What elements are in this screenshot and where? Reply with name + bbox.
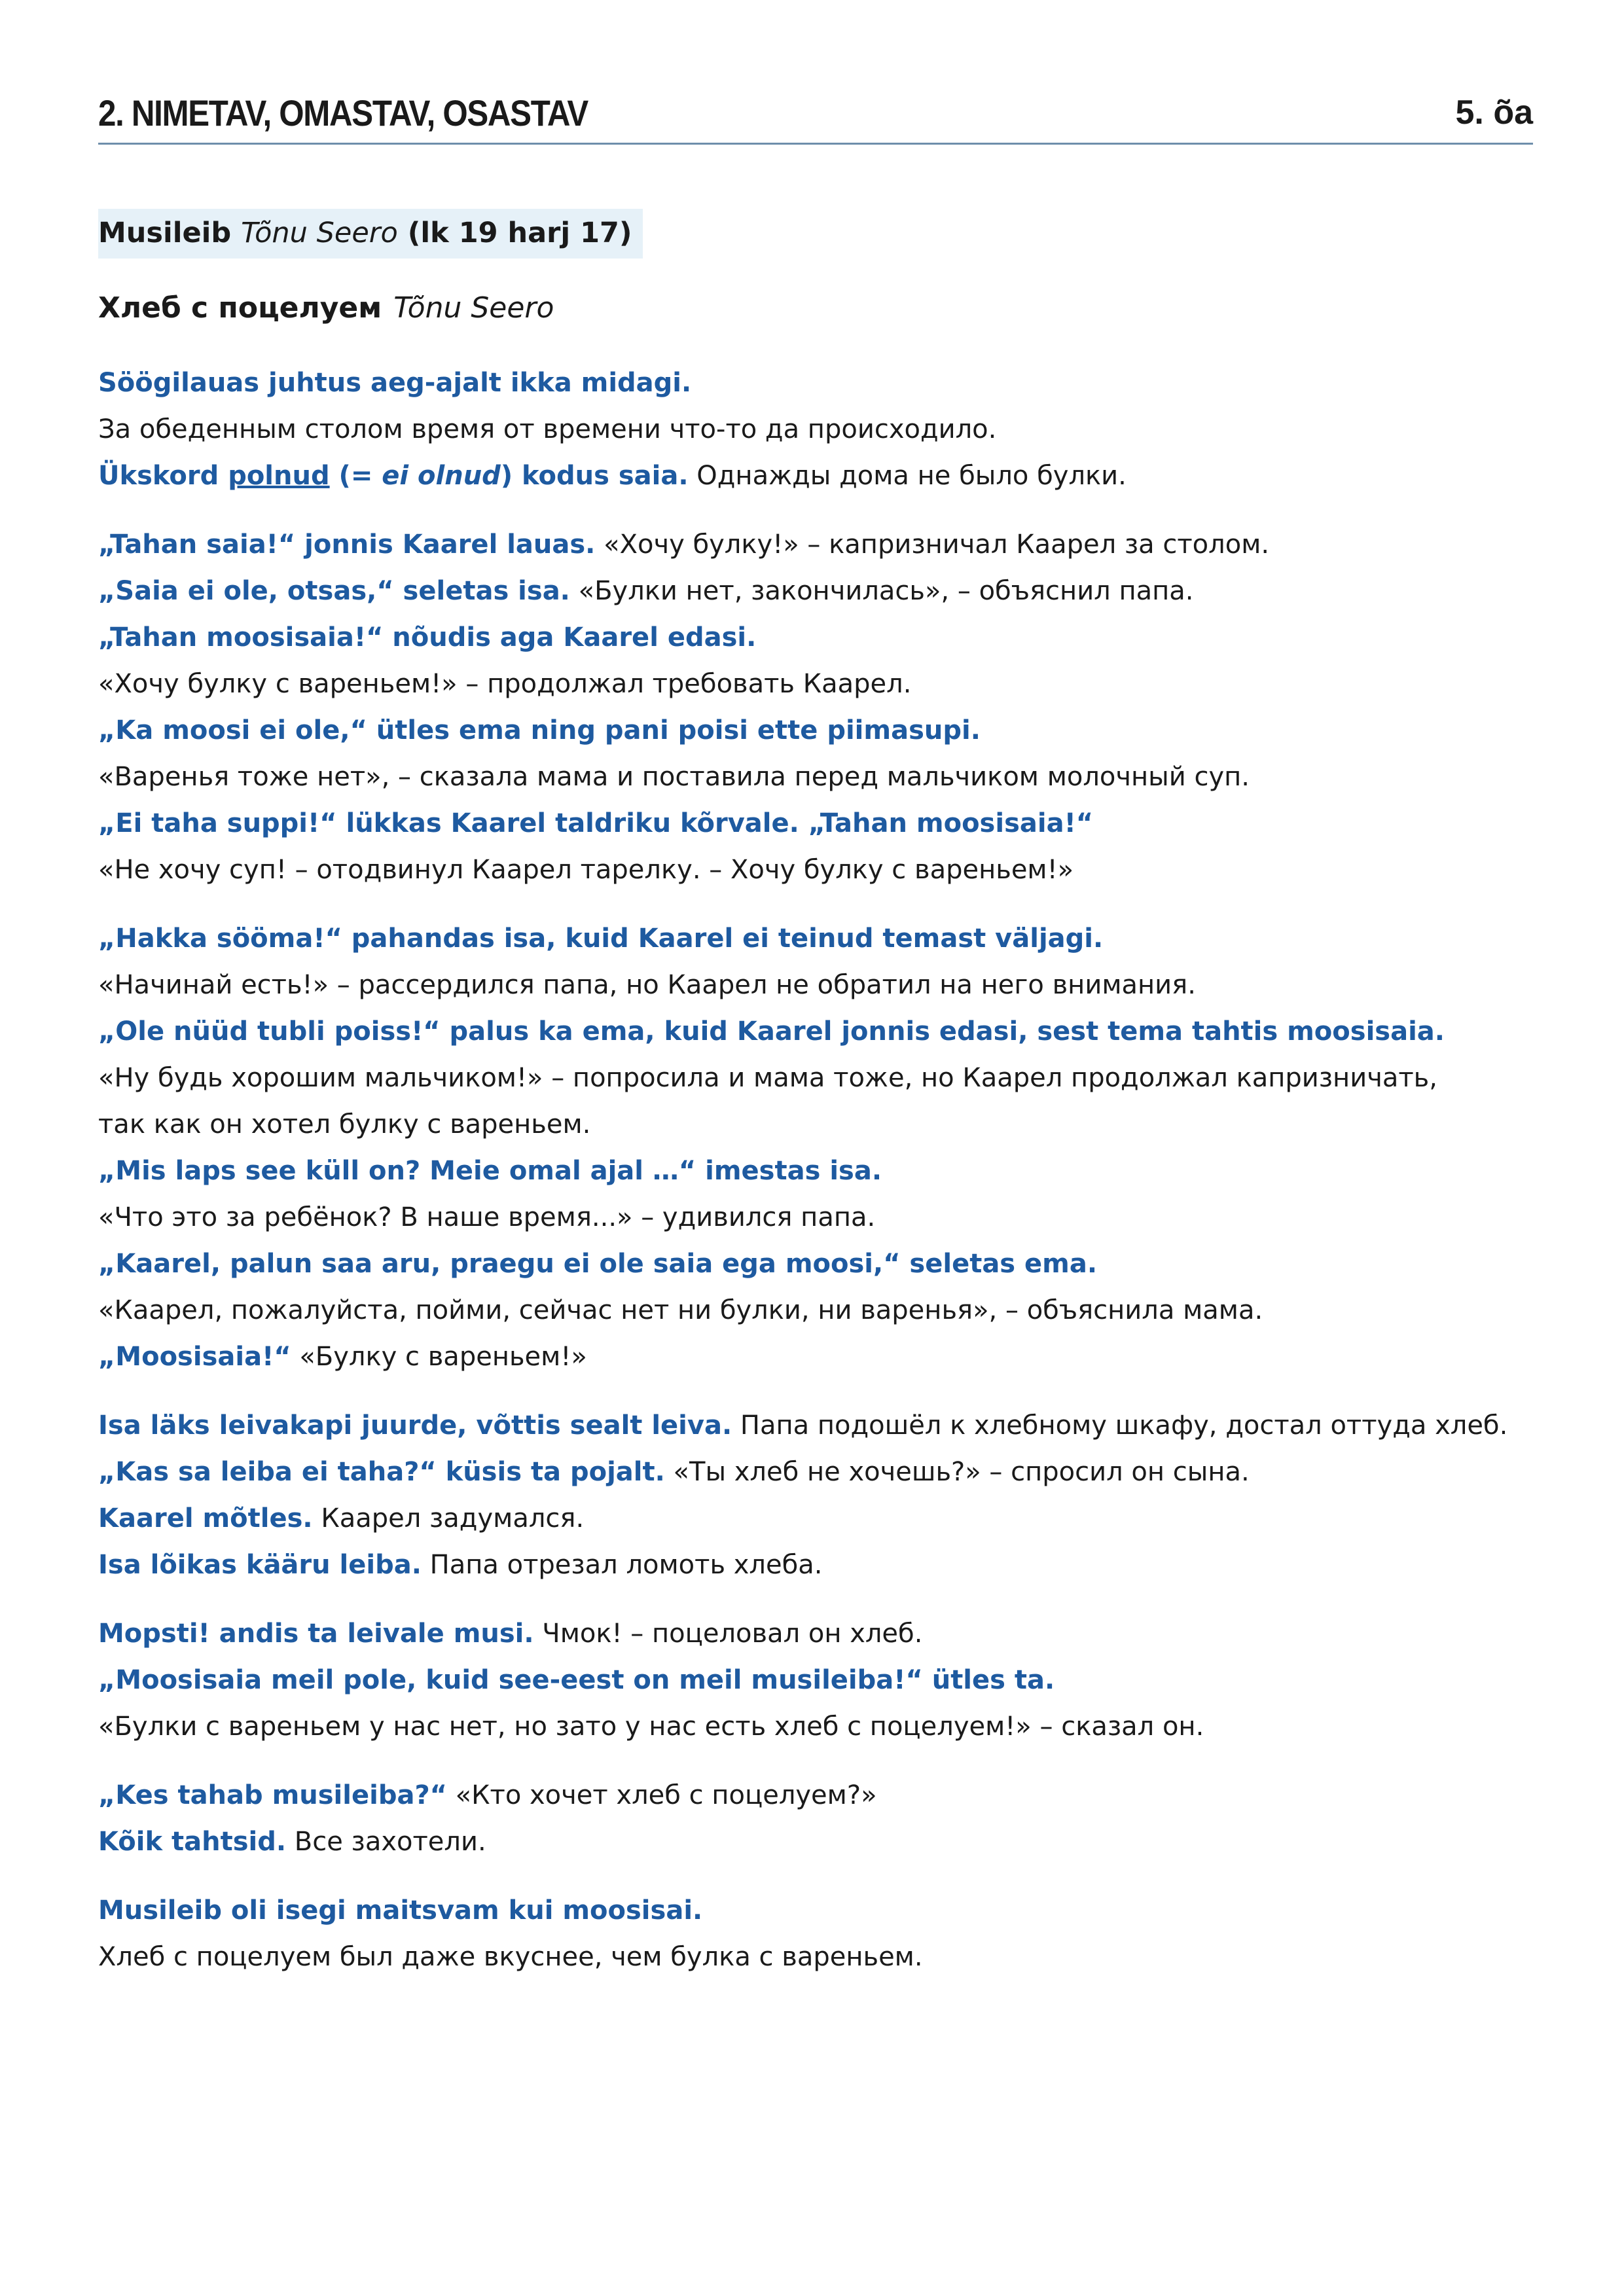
story-text [98, 360, 1533, 1981]
estonian-text: Mopsti! andis ta leivale musi. [98, 1619, 534, 1649]
estonian-text: Kõik tahtsid. [98, 1827, 287, 1857]
line-mixed [98, 1496, 1533, 1542]
exercise-reference: (lk 19 harj 17) [407, 217, 632, 249]
story-author: Tõnu Seero [241, 217, 398, 249]
grade-label: 5. õa [1455, 94, 1533, 132]
chapter-title: 2. NIMETAV, OMASTAV, OSASTAV [98, 92, 588, 134]
estonian-text: „Kas sa leiba ei taha?“ küsis ta pojalt. [98, 1457, 665, 1487]
russian-text: «Булку с вареньем!» [291, 1342, 587, 1372]
line-mixed [98, 453, 1533, 499]
line-estonian: Musileib oli isegi maitsvam kui moosisai. [98, 1895, 703, 1926]
paragraph-4 [98, 1403, 1533, 1588]
line-estonian: „Hakka sööma!“ pahandas isa, kuid Kaarel ei teinud temast väljagi. [98, 924, 1104, 954]
source-reference-box [98, 209, 643, 259]
russian-text: Чмок! – поцеловал он хлеб. [533, 1619, 923, 1649]
line-estonian: „Ka moosi ei ole,“ ütles ema ning pani poisi ette piimasupi. [98, 715, 981, 745]
line-estonian: Söögilauas juhtus aeg-ajalt ikka midagi. [98, 368, 692, 398]
estonian-text: „Kes tahab musileiba?“ [98, 1780, 447, 1810]
estonian-text: Ükskord [98, 461, 228, 491]
line-russian: «Что это за ребёнок? В наше время...» – удивился папа. [98, 1202, 876, 1232]
paragraph-2 [98, 522, 1533, 893]
line-mixed [98, 1772, 1533, 1819]
estonian-text: „Moosisaia!“ [98, 1342, 291, 1372]
line-mixed [98, 1611, 1533, 1657]
line-estonian: „Tahan moosisaia!“ nõudis aga Kaarel edasi. [98, 622, 757, 653]
paragraph-5 [98, 1611, 1533, 1750]
line-russian: «Хочу булку с вареньем!» – продолжал требовать Каарел. [98, 669, 912, 699]
line-mixed [98, 1403, 1533, 1449]
estonian-text: (= [329, 461, 382, 491]
russian-text: «Кто хочет хлеб с поцелуем?» [446, 1780, 877, 1810]
page-header [98, 85, 1533, 145]
line-mixed [98, 1334, 1533, 1380]
russian-text: «Булки нет, закончилась», – объяснил папа. [569, 576, 1194, 606]
russian-title-author: Tõnu Seero [393, 291, 554, 325]
story-title: Musileib [98, 217, 232, 249]
russian-title [98, 291, 1533, 325]
line-estonian: „Ei taha suppi!“ lükkas Kaarel taldriku kõrvale. „Tahan moosisaia!“ [98, 808, 1094, 838]
estonian-text: Isa lõikas kääru leiba. [98, 1550, 422, 1580]
line-estonian: „Ole nüüd tubli poiss!“ palus ka ema, kuid Kaarel jonnis edasi, sest tema tahtis moosisaia. [98, 1016, 1445, 1047]
russian-text: «Хочу булку!» – капризничал Каарел за столом. [595, 529, 1270, 560]
line-russian: «Варенья тоже нет», – сказала мама и поставила перед мальчиком молочный суп. [98, 762, 1250, 792]
line-russian: «Каарел, пожалуйста, пойми, сейчас нет ни булки, ни варенья», – объяснила мама. [98, 1295, 1263, 1325]
paragraph-6 [98, 1772, 1533, 1865]
estonian-text: ) kodus saia. [500, 461, 689, 491]
line-russian: так как он хотел булку с вареньем. [98, 1109, 591, 1139]
russian-text: Однажды дома не было булки. [688, 461, 1127, 491]
russian-text: «Ты хлеб не хочешь?» – спросил он сына. [664, 1457, 1250, 1487]
line-mixed [98, 568, 1533, 615]
line-russian: За обеденным столом время от времени что-то да происходило. [98, 414, 997, 444]
paragraph-3 [98, 916, 1533, 1380]
estonian-italic-gloss: ei olnud [382, 461, 501, 491]
line-russian: Хлеб с поцелуем был даже вкуснее, чем булка с вареньем. [98, 1942, 923, 1972]
russian-text: Каарел задумался. [312, 1503, 585, 1534]
line-mixed [98, 1449, 1533, 1496]
line-estonian: „Mis laps see küll on? Meie omal ajal …“ imestas isa. [98, 1156, 882, 1186]
estonian-text: Isa läks leivakapi juurde, võttis sealt leiva. [98, 1410, 732, 1441]
page [98, 85, 1533, 2003]
russian-title-text: Хлеб с поцелуем [98, 291, 382, 325]
estonian-text: Kaarel mõtles. [98, 1503, 313, 1534]
estonian-underlined-word: polnud [228, 461, 330, 491]
paragraph-7 [98, 1888, 1533, 1981]
line-russian: «Булки с вареньем у нас нет, но зато у нас есть хлеб с поцелуем!» – сказал он. [98, 1712, 1204, 1742]
line-mixed [98, 522, 1533, 568]
line-mixed [98, 1819, 1533, 1865]
estonian-text: „Tahan saia!“ jonnis Kaarel lauas. [98, 529, 596, 560]
line-estonian: „Kaarel, palun saa aru, praegu ei ole saia ega moosi,“ seletas ema. [98, 1249, 1098, 1279]
paragraph-1 [98, 360, 1533, 499]
line-russian: «Ну будь хорошим мальчиком!» – попросила и мама тоже, но Каарел продолжал капризничать, [98, 1063, 1437, 1093]
russian-text: Папа отрезал ломоть хлеба. [421, 1550, 823, 1580]
line-estonian: „Moosisaia meil pole, kuid see-eest on meil musileiba!“ ütles ta. [98, 1665, 1055, 1695]
line-russian: «Не хочу суп! – отодвинул Каарел тарелку. – Хочу булку с вареньем!» [98, 855, 1074, 885]
line-mixed [98, 1542, 1533, 1588]
estonian-text: „Saia ei ole, otsas,“ seletas isa. [98, 576, 570, 606]
russian-text: Все захотели. [286, 1827, 486, 1857]
russian-text: Папа подошёл к хлебному шкафу, достал оттуда хлеб. [732, 1410, 1508, 1441]
line-russian: «Начинай есть!» – рассердился папа, но Каарел не обратил на него внимания. [98, 970, 1196, 1000]
